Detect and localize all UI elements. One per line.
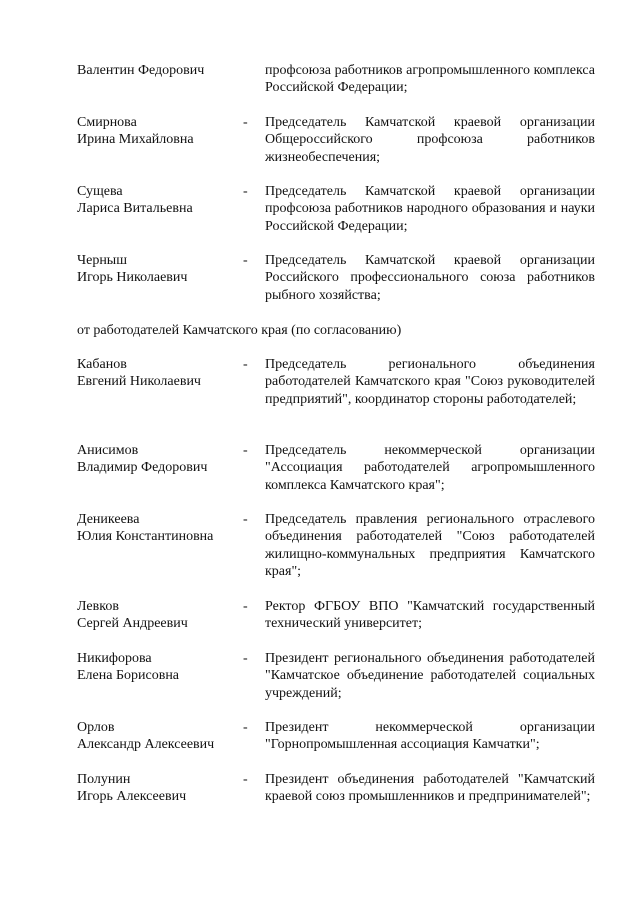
member-surname: Полунин [77, 772, 131, 787]
member-description: Председатель некоммерческой организации "Ассоциация работодателей агропромышленного комплекса Камчатского края"; [265, 443, 595, 493]
member-given-name: Елена Борисовна [77, 668, 180, 684]
member-description: Председатель Камчатской краевой организации Российского профессионального союза работников рыбного хозяйства; [265, 253, 595, 303]
member-given-name: Владимир Федорович [77, 460, 208, 476]
member-surname: Анисимов [77, 443, 139, 458]
dash-separator: - [243, 651, 248, 666]
member-given-name: Юлия Константиновна [77, 529, 214, 545]
member-description: Председатель Камчатской краевой организации Общероссийского профсоюза работников жизнеобеспечения; [265, 115, 595, 165]
member-name [77, 183, 237, 218]
member-given-name: Лариса Витальевна [77, 201, 193, 217]
member-name [77, 598, 237, 633]
dash-separator: - [243, 253, 248, 268]
member-description: Председатель регионального объединения работодателей Камчатского края "Союз руководителей предприятий", координатор стороны работодателей; [265, 357, 595, 407]
member-description: профсоюза работников агропромышленного комплекса Российской Федерации; [265, 63, 595, 96]
member-surname: Смирнова [77, 115, 137, 130]
dash-separator: - [243, 184, 248, 199]
dash-separator: - [243, 720, 248, 735]
member-given-name: Сергей Андреевич [77, 616, 188, 632]
member-name [77, 511, 237, 546]
member-given-name: Игорь Алексеевич [77, 789, 187, 805]
member-name [77, 719, 237, 754]
member-name [77, 356, 237, 391]
member-given-name: Ирина Михайловна [77, 132, 194, 148]
member-surname: Никифорова [77, 651, 152, 666]
member-name [77, 252, 237, 287]
member-name [77, 62, 237, 79]
member-description: Президент регионального объединения работодателей "Камчатское объединение работодателей социальных учреждений; [265, 651, 595, 701]
member-name [77, 650, 237, 685]
dash-separator: - [243, 115, 248, 130]
dash-separator: - [243, 772, 248, 787]
dash-separator: - [243, 512, 248, 527]
member-description: Председатель правления регионального отраслевого объединения работодателей "Союз работодателей жилищно-коммунальных предприятия Камчатского края"; [265, 512, 595, 580]
member-name [77, 771, 237, 806]
dash-separator: - [243, 443, 248, 458]
member-given-name: Евгений Николаевич [77, 374, 201, 390]
member-surname: Орлов [77, 720, 115, 735]
section-heading: от работодателей Камчатского края (по согласованию) [77, 323, 402, 338]
member-surname: Деникеева [77, 512, 140, 527]
member-surname: Черныш [77, 253, 127, 268]
member-description: Ректор ФГБОУ ВПО "Камчатский государственный технический университет; [265, 599, 595, 632]
member-name [77, 114, 237, 149]
member-name [77, 442, 237, 477]
member-given-name: Александр Алексеевич [77, 737, 215, 753]
member-given-name: Валентин Федорович [77, 63, 205, 78]
member-surname: Сущева [77, 184, 123, 199]
dash-separator: - [243, 357, 248, 372]
dash-separator: - [243, 599, 248, 614]
member-given-name: Игорь Николаевич [77, 270, 188, 286]
member-description: Президент некоммерческой организации "Горнопромышленная ассоциация Камчатки"; [265, 720, 595, 753]
member-surname: Кабанов [77, 357, 127, 372]
member-surname: Левков [77, 599, 119, 614]
member-description: Председатель Камчатской краевой организации профсоюза работников народного образования и науки Российской Федерации; [265, 184, 595, 234]
member-description: Президент объединения работодателей "Камчатский краевой союз промышленников и предпринимателей"; [265, 772, 595, 805]
